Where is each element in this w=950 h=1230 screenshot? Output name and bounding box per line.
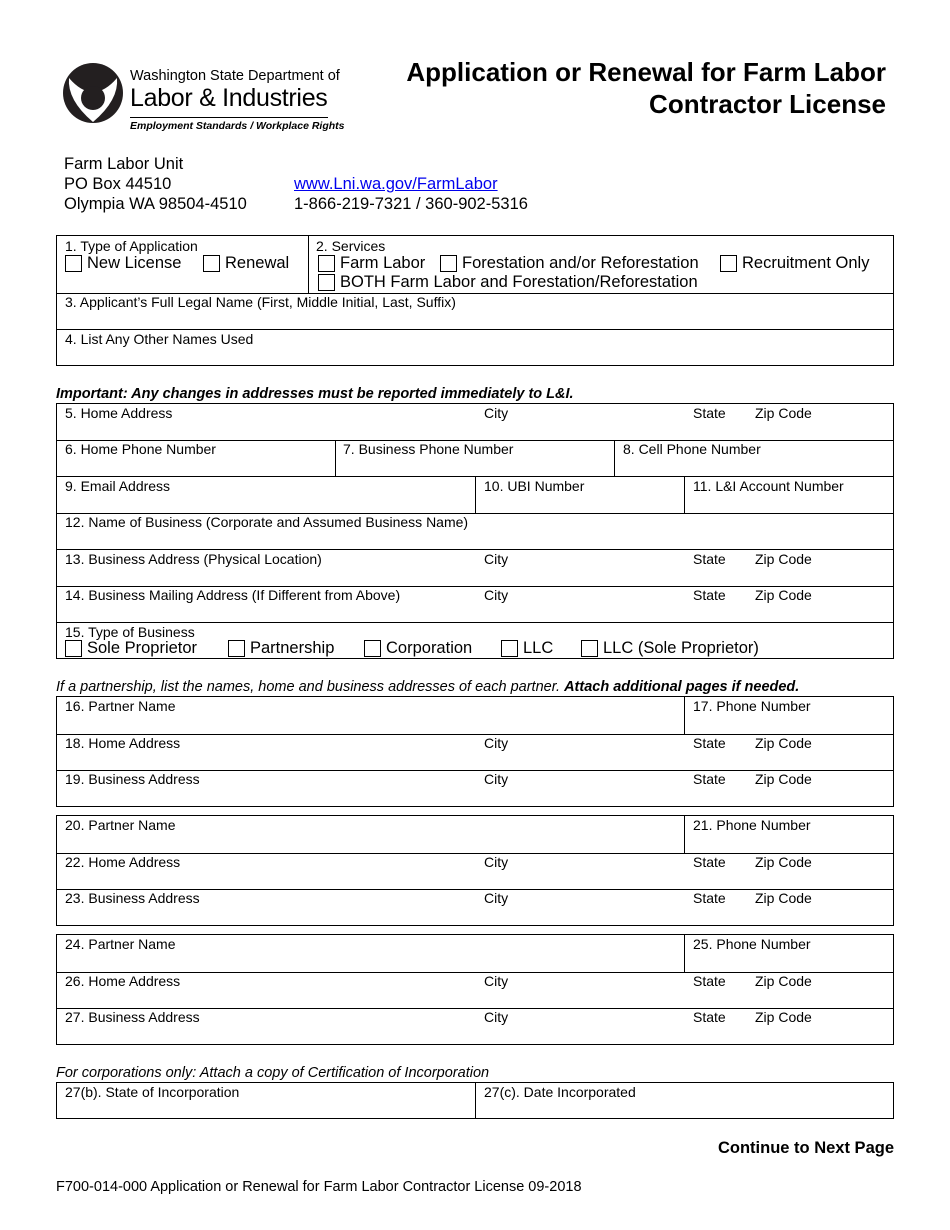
home-city-field[interactable]: City — [484, 405, 509, 421]
checkbox-icon[interactable] — [65, 255, 82, 272]
cell-phone-field[interactable]: 8. Cell Phone Number — [623, 441, 761, 457]
lni-account-field[interactable]: 11. L&I Account Number — [693, 478, 844, 494]
lni-logo-icon — [62, 62, 124, 124]
po-box: PO Box 44510 — [64, 175, 172, 193]
partner-home-state-field[interactable]: State — [693, 973, 726, 989]
form-footer: F700-014-000 Application or Renewal for Farm Labor Contractor License 09-2018 — [56, 1179, 582, 1195]
phone-numbers: 1-866-219-7321 / 360-902-5316 — [294, 195, 528, 213]
agency-logo — [62, 62, 345, 138]
partner-block — [56, 815, 894, 926]
farm-labor-checkbox[interactable] — [318, 254, 425, 273]
partner-business-zip-field[interactable]: Zip Code — [755, 771, 812, 787]
state-of-incorporation-field[interactable]: 27(b). State of Incorporation — [65, 1084, 240, 1100]
recruitment-only-checkbox[interactable] — [720, 254, 869, 273]
partner-block — [56, 934, 894, 1045]
partner-business-city-field[interactable]: City — [484, 890, 509, 906]
services-label: 2. Services — [316, 238, 386, 254]
partner-business-city-field[interactable]: City — [484, 771, 509, 787]
mailing-address-block — [64, 154, 247, 214]
business-zip-field[interactable]: Zip Code — [755, 551, 812, 567]
checkbox-icon[interactable] — [440, 255, 457, 272]
partner-phone-field[interactable]: 17. Phone Number — [693, 698, 811, 714]
mailing-zip-field[interactable]: Zip Code — [755, 587, 812, 603]
partner-block — [56, 696, 894, 807]
partnership-label: Partnership — [250, 639, 335, 657]
city-state-zip: Olympia WA 98504-4510 — [64, 195, 247, 213]
applicant-details-section — [56, 403, 894, 659]
corporation-note: For corporations only: Attach a copy of Certification of Incorporation — [56, 1065, 490, 1081]
both-services-checkbox[interactable] — [318, 273, 698, 292]
llc-label: LLC — [523, 639, 554, 657]
checkbox-icon[interactable] — [318, 274, 335, 291]
agency-name-line1: Washington State Department of — [130, 68, 340, 84]
form-title — [346, 56, 886, 120]
partner-business-zip-field[interactable]: Zip Code — [755, 1009, 812, 1025]
partner-name-field[interactable]: 16. Partner Name — [65, 698, 176, 714]
llc-checkbox[interactable] — [501, 639, 553, 658]
partner-phone-field[interactable]: 21. Phone Number — [693, 817, 811, 833]
partner-home-address-field[interactable]: 18. Home Address — [65, 735, 181, 751]
partner-business-state-field[interactable]: State — [693, 771, 726, 787]
address-change-note: Important: Any changes in addresses must be reported immediately to L&I. — [56, 386, 574, 402]
partner-home-address-field[interactable]: 22. Home Address — [65, 854, 181, 870]
continue-to-next-page: Continue to Next Page — [717, 1139, 894, 1157]
llc-sole-proprietor-label: LLC (Sole Proprietor) — [603, 639, 759, 657]
renewal-checkbox[interactable] — [203, 254, 289, 273]
corporation-checkbox[interactable] — [364, 639, 472, 658]
partner-home-state-field[interactable]: State — [693, 735, 726, 751]
partner-home-city-field[interactable]: City — [484, 973, 509, 989]
date-incorporated-field[interactable]: 27(c). Date Incorporated — [484, 1084, 636, 1100]
partner-business-address-field[interactable]: 27. Business Address — [65, 1009, 200, 1025]
sole-proprietor-label: Sole Proprietor — [87, 639, 198, 657]
partner-name-field[interactable]: 24. Partner Name — [65, 936, 176, 952]
forestation-checkbox[interactable] — [440, 254, 699, 273]
home-phone-field[interactable]: 6. Home Phone Number — [65, 441, 216, 457]
mailing-city-field[interactable]: City — [484, 587, 509, 603]
checkbox-icon[interactable] — [364, 640, 381, 657]
checkbox-icon[interactable] — [203, 255, 220, 272]
corporation-section — [56, 1082, 894, 1119]
agency-tagline: Employment Standards / Workplace Rights — [130, 120, 345, 132]
partner-home-city-field[interactable]: City — [484, 854, 509, 870]
forestation-label: Forestation and/or Reforestation — [462, 254, 699, 272]
partner-business-zip-field[interactable]: Zip Code — [755, 890, 812, 906]
email-field[interactable]: 9. Email Address — [65, 478, 171, 494]
home-address-field[interactable]: 5. Home Address — [65, 405, 173, 421]
partner-business-state-field[interactable]: State — [693, 1009, 726, 1025]
checkbox-icon[interactable] — [228, 640, 245, 657]
corporation-label: Corporation — [386, 639, 473, 657]
partner-business-address-field[interactable]: 23. Business Address — [65, 890, 200, 906]
new-license-checkbox[interactable] — [65, 254, 181, 273]
application-type-section — [56, 235, 894, 366]
logo-divider — [130, 117, 328, 118]
partner-business-address-field[interactable]: 19. Business Address — [65, 771, 200, 787]
both-services-label: BOTH Farm Labor and Forestation/Reforestation — [340, 273, 698, 291]
llc-sole-proprietor-checkbox[interactable] — [581, 639, 759, 658]
new-license-label: New License — [87, 254, 182, 272]
partner-home-zip-field[interactable]: Zip Code — [755, 854, 812, 870]
partnership-checkbox[interactable] — [228, 639, 334, 658]
checkbox-icon[interactable] — [65, 640, 82, 657]
checkbox-icon[interactable] — [318, 255, 335, 272]
business-type-label: 15. Type of Business — [65, 624, 195, 640]
other-names-field[interactable]: 4. List Any Other Names Used — [65, 331, 254, 347]
checkbox-icon[interactable] — [720, 255, 737, 272]
agency-name-line2: Labor & Industries — [130, 84, 328, 112]
partner-home-address-field[interactable]: 26. Home Address — [65, 973, 181, 989]
mailing-address-field[interactable]: 14. Business Mailing Address (If Different from Above) — [65, 587, 401, 603]
partner-home-zip-field[interactable]: Zip Code — [755, 735, 812, 751]
partner-home-city-field[interactable]: City — [484, 735, 509, 751]
partner-phone-field[interactable]: 25. Phone Number — [693, 936, 811, 952]
renewal-label: Renewal — [225, 254, 290, 272]
partner-instructions — [56, 679, 799, 695]
partner-business-state-field[interactable]: State — [693, 890, 726, 906]
home-zip-field[interactable]: Zip Code — [755, 405, 812, 421]
business-city-field[interactable]: City — [484, 551, 509, 567]
full-legal-name-field[interactable]: 3. Applicant’s Full Legal Name (First, Middle Initial, Last, Suffix) — [65, 294, 456, 310]
partner-home-zip-field[interactable]: Zip Code — [755, 973, 812, 989]
contact-block — [294, 174, 528, 214]
business-name-field[interactable]: 12. Name of Business (Corporate and Assumed Business Name) — [65, 514, 469, 530]
type-of-application-label: 1. Type of Application — [65, 238, 198, 254]
partner-home-state-field[interactable]: State — [693, 854, 726, 870]
partner-note-text: If a partnership, list the names, home and business addresses of each partner. — [56, 679, 561, 695]
website-link[interactable]: www.Lni.wa.gov/FarmLabor — [294, 175, 498, 193]
business-address-field[interactable]: 13. Business Address (Physical Location) — [65, 551, 322, 567]
farm-labor-label: Farm Labor — [340, 254, 426, 272]
mailing-state-field[interactable]: State — [693, 587, 726, 603]
home-state-field[interactable]: State — [693, 405, 726, 421]
form-title-line2: Contractor License — [649, 89, 886, 119]
recruitment-only-label: Recruitment Only — [742, 254, 870, 272]
sole-proprietor-checkbox[interactable] — [65, 639, 197, 658]
partner-name-field[interactable]: 20. Partner Name — [65, 817, 176, 833]
business-state-field[interactable]: State — [693, 551, 726, 567]
partner-note-bold: Attach additional pages if needed. — [564, 679, 800, 695]
partner-business-city-field[interactable]: City — [484, 1009, 509, 1025]
form-title-line1: Application or Renewal for Farm Labor — [406, 57, 886, 87]
checkbox-icon[interactable] — [501, 640, 518, 657]
checkbox-icon[interactable] — [581, 640, 598, 657]
ubi-number-field[interactable]: 10. UBI Number — [484, 478, 585, 494]
business-phone-field[interactable]: 7. Business Phone Number — [343, 441, 514, 457]
unit-name: Farm Labor Unit — [64, 155, 184, 173]
